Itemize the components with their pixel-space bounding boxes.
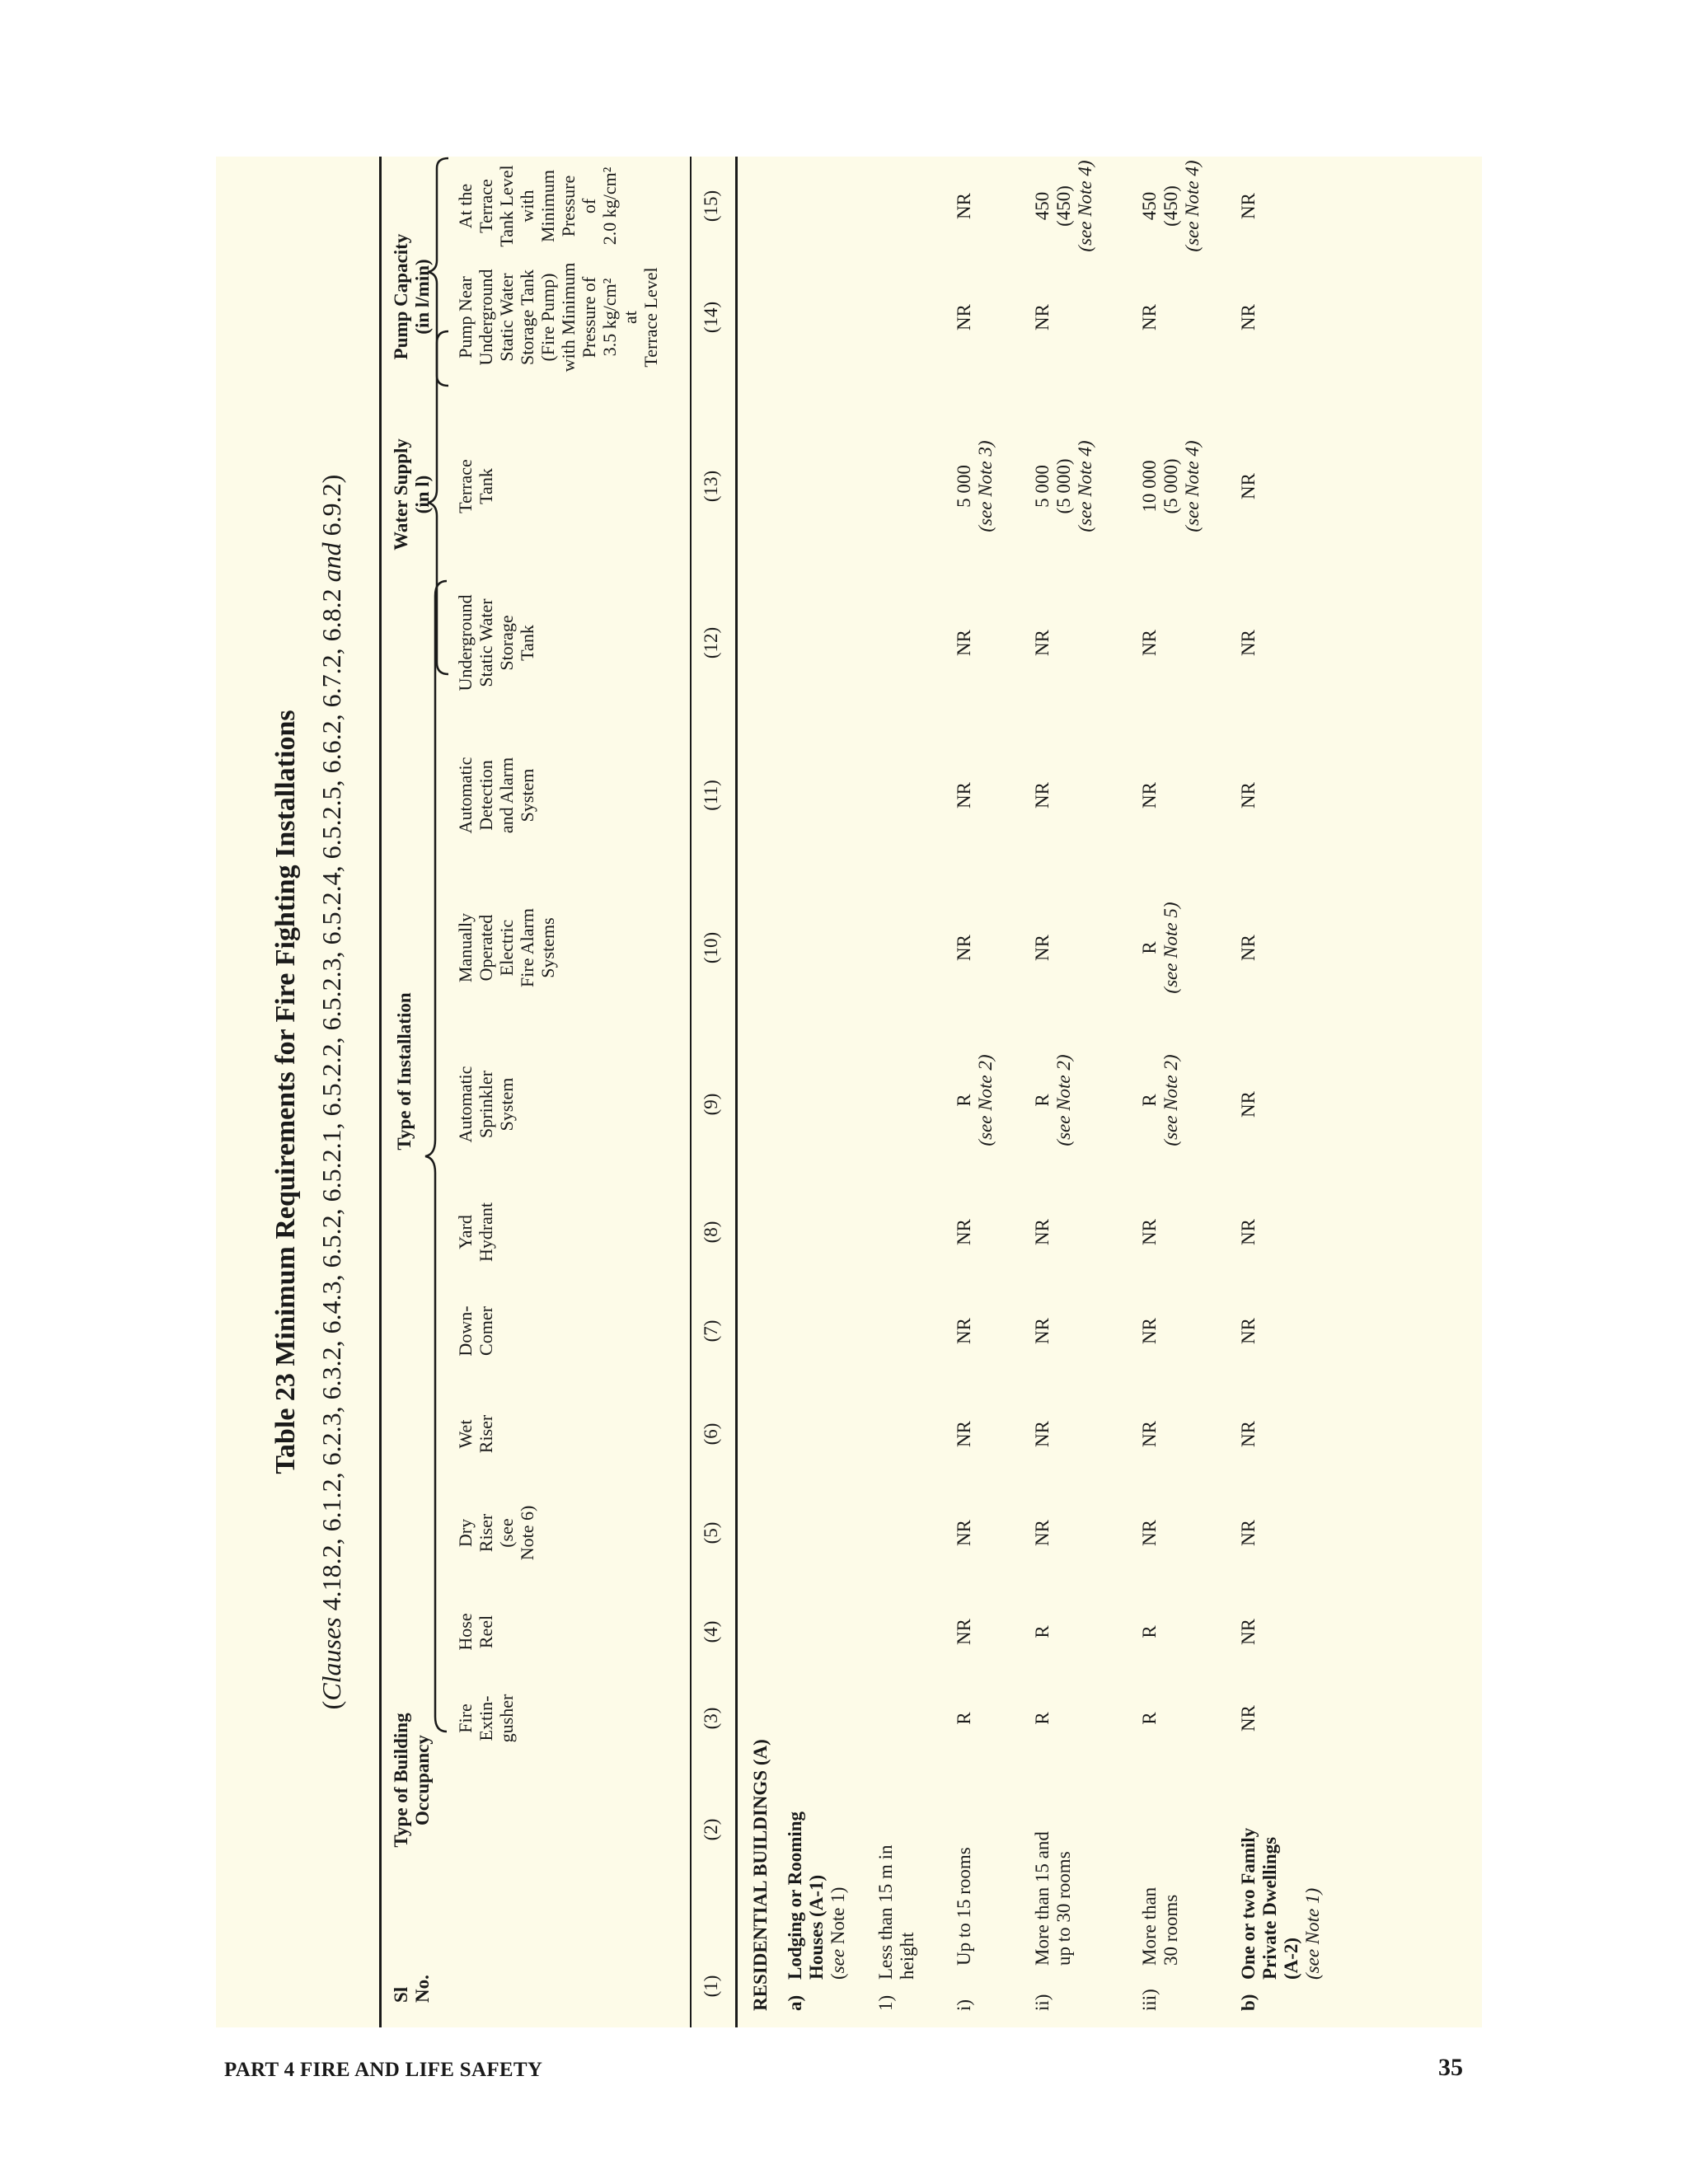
row-iii-down-comer: NR [1139,1318,1160,1344]
row-i-pump-near-tank: NR [954,304,974,330]
row-ii-down-comer: NR [1032,1318,1053,1344]
row-iii-fire-extinguisher: R [1139,1712,1160,1725]
col-num-14: (14) [701,301,721,334]
header-down-comer: Down- Comer [455,1305,496,1357]
header-dry-riser: Dry Riser (see Note 6) [455,1505,537,1561]
top-rule [379,157,382,2027]
sub-1-marker: 1) [875,1994,896,2011]
row-b-sprinkler: NR [1238,1091,1259,1118]
row-ii-hose-reel: R [1032,1625,1053,1638]
row-ii-dry-riser: NR [1032,1520,1053,1546]
row-i-manual-alarm: NR [954,935,974,961]
row-i-terrace-tank: 5 000 [954,465,974,508]
header-manual-fire-alarm: Manually Operated Electric Fire Alarm Systems [455,908,558,987]
row-i-terrace-tank-note: (see Note 3) [975,440,996,532]
row-iii-yard-hydrant: NR [1139,1219,1160,1245]
row-ii-terrace-tank-b: (5 000) [1053,458,1074,514]
row-ii-terrace-tank: 5 000 [1032,465,1053,508]
header-sl-no: Sl No. [391,1975,433,2003]
header-automatic-detection: Automatic Detection and Alarm System [455,757,537,834]
row-ii-terrace-tank-note: (see Note 4) [1075,440,1095,532]
row-iii-marker: iii) [1139,1989,1160,2011]
row-ii-fire-extinguisher: R [1032,1712,1053,1725]
table-clauses: (Clauses 4.18.2, 6.1.2, 6.2.3, 6.3.2, 6.4.3, 6.5.2, 6.5.2.1, 6.5.2.2, 6.5.2.3, 6.5.2.4, 6.5.2.5, 6.6.2, 6.7.2, 6.8.2 and 6.9.2) [316,474,346,1710]
row-iii-label: More than 30 rooms [1139,1886,1181,1966]
header-terrace-tank: Terrace Tank [455,459,496,513]
header-type-of-installation: Type of Installation [394,992,415,1151]
group-b-marker: b) [1238,1994,1259,2011]
row-b-dry-riser: NR [1238,1520,1259,1546]
row-iii-hose-reel: R [1139,1625,1160,1638]
row-iii-dry-riser: NR [1139,1520,1160,1546]
brace-pump-capacity [425,157,453,387]
col-num-10: (10) [701,931,721,964]
row-iii-terrace-tank-b: (5 000) [1160,458,1181,514]
row-i-dry-riser: NR [954,1520,974,1546]
row-iii-sprinkler-note: (see Note 2) [1160,1054,1181,1146]
footer-part-title: PART 4 FIRE AND LIFE SAFETY [224,2059,543,2081]
row-ii-label: More than 15 and up to 30 rooms [1032,1831,1074,1966]
row-ii-manual-alarm: NR [1032,935,1053,961]
header-automatic-sprinkler: Automatic Sprinkler System [455,1066,517,1143]
row-ii-sprinkler-note: (see Note 2) [1053,1054,1074,1146]
col-num-7: (7) [701,1319,721,1343]
group-a-note: (see Note 1) [828,1886,848,1980]
row-b-fire-extinguisher: NR [1238,1705,1259,1732]
footer-page-number: 35 [1438,2054,1463,2081]
col-num-4: (4) [701,1620,721,1643]
row-iii-pump-terrace-b: (450) [1160,185,1181,227]
row-b-hose-reel: NR [1238,1619,1259,1645]
row-i-hose-reel: NR [954,1619,974,1645]
group-b-note: (see Note 1) [1302,1887,1323,1980]
row-ii-underground-tank: NR [1032,630,1053,656]
row-i-pump-terrace: NR [954,193,974,219]
row-ii-auto-detection: NR [1032,782,1053,808]
row-b-auto-detection: NR [1238,782,1259,808]
row-i-auto-detection: NR [954,782,974,808]
row-ii-wet-riser: NR [1032,1421,1053,1447]
group-b-name: One or two Family Private Dwellings (A-2) [1238,1827,1301,1980]
row-iii-wet-riser: NR [1139,1421,1160,1447]
row-b-manual-alarm: NR [1238,935,1259,961]
header-pump-terrace-level: At the Terrace Tank Level with Minimum Pressure of 2.0 kg/cm² [455,165,620,247]
col-num-9: (9) [701,1093,721,1116]
row-iii-pump-near-tank: NR [1139,304,1160,330]
row-i-fire-extinguisher: R [954,1712,974,1725]
row-iii-pump-terrace: 450 [1139,191,1160,221]
row-ii-yard-hydrant: NR [1032,1219,1053,1245]
row-iii-terrace-tank-note: (see Note 4) [1182,440,1203,532]
row-i-sprinkler-note: (see Note 2) [975,1054,996,1146]
group-a-name: Lodging or Rooming Houses (A-1) [785,1811,827,1980]
col-num-6: (6) [701,1422,721,1446]
header-water-supply: Water Supply (in l) [391,438,433,551]
row-iii-sprinkler: R [1139,1094,1160,1107]
header-pump-capacity: Pump Capacity (in l/min) [391,233,433,360]
row-iii-pump-terrace-note: (see Note 4) [1182,160,1203,252]
row-i-underground-tank: NR [954,630,974,656]
col-num-3: (3) [701,1707,721,1730]
header-underground-tank: Underground Static Water Storage Tank [455,594,537,691]
header-wet-riser: Wet Riser [455,1414,496,1454]
row-iii-manual-alarm: R [1139,941,1160,954]
header-rule [690,157,692,2027]
row-i-down-comer: NR [954,1318,974,1344]
col-num-1: (1) [701,1975,721,1998]
row-iii-auto-detection: NR [1139,782,1160,808]
row-b-wet-riser: NR [1238,1421,1259,1447]
table-title: Table 23 Minimum Requirements for Fire Fighting Installations [270,710,301,1474]
col-num-11: (11) [701,780,721,811]
row-ii-pump-terrace: 450 [1032,191,1053,221]
brace-installation [422,579,452,1733]
row-ii-sprinkler: R [1032,1094,1053,1107]
row-iii-terrace-tank: 10 000 [1139,460,1160,513]
col-num-8: (8) [701,1221,721,1244]
row-iii-manual-alarm-note: (see Note 5) [1160,902,1181,994]
header-hose-reel: Hose Reel [455,1613,496,1651]
row-ii-pump-terrace-b: (450) [1053,185,1074,227]
group-a-marker: a) [785,1994,805,2011]
section-heading: RESIDENTIAL BUILDINGS (A) [750,1739,771,2011]
row-i-label: Up to 15 rooms [954,1847,974,1966]
row-iii-underground-tank: NR [1139,630,1160,656]
row-i-yard-hydrant: NR [954,1219,974,1245]
col-num-15: (15) [701,190,721,223]
row-i-marker: i) [954,1999,974,2011]
row-ii-marker: ii) [1032,1994,1053,2011]
col-num-12: (12) [701,626,721,659]
col-num-13: (13) [701,470,721,503]
row-ii-pump-near-tank: NR [1032,304,1053,330]
row-i-sprinkler: R [954,1094,974,1107]
header-pump-near-tank: Pump Near Underground Static Water Storage Tank (Fire Pump) with Minimum Pressure of 3.5 kg/cm² at Terrace Level [455,262,661,373]
row-b-yard-hydrant: NR [1238,1219,1259,1245]
row-b-down-comer: NR [1238,1318,1259,1344]
header-fire-extinguisher: Fire Extin- gusher [455,1694,517,1743]
col-num-5: (5) [701,1521,721,1544]
row-b-pump-terrace: NR [1238,193,1259,219]
sub-1-label: Less than 15 m in height [875,1844,917,1980]
header-occupancy: Type of Building Occupancy [391,1713,433,1848]
row-b-terrace-tank: NR [1238,473,1259,499]
rotated-table [216,157,1482,2027]
row-i-wet-riser: NR [954,1421,974,1447]
column-number-rule [735,157,738,2027]
col-num-2: (2) [701,1818,721,1841]
header-yard-hydrant: Yard Hydrant [455,1202,496,1263]
row-b-pump-near-tank: NR [1238,304,1259,330]
row-b-underground-tank: NR [1238,630,1259,656]
row-ii-pump-terrace-note: (see Note 4) [1075,160,1095,252]
